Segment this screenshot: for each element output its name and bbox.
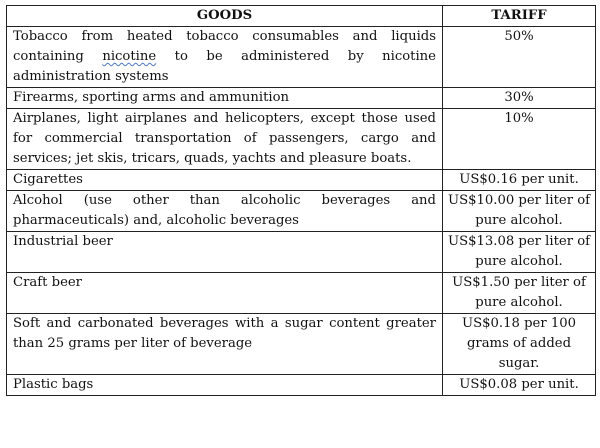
table-row <box>7 88 596 109</box>
table-row <box>7 191 596 232</box>
goods-cell: Airplanes, light airplanes and helicopters, except those used for commercial transportation of passengers, cargo and services; jet skis, tricars, quads, yachts and pleasure boats. <box>7 109 443 170</box>
goods-cell: Industrial beer <box>7 232 443 273</box>
goods-cell: Firearms, sporting arms and ammunition <box>7 88 443 109</box>
tariff-cell: US$1.50 per liter of pure alcohol. <box>443 273 596 314</box>
table-row <box>7 314 596 375</box>
tariff-table <box>6 5 596 396</box>
table-row <box>7 27 596 88</box>
goods-cell: Alcohol (use other than alcoholic beverages and pharmaceuticals) and, alcoholic beverages <box>7 191 443 232</box>
tariff-cell: US$13.08 per liter of pure alcohol. <box>443 232 596 273</box>
goods-column-header: GOODS <box>7 6 443 27</box>
goods-cell: Craft beer <box>7 273 443 314</box>
tariff-cell: US$0.18 per 100 grams of added sugar. <box>443 314 596 375</box>
goods-text: Tobacco from heated tobacco consumables and liquids containing <box>13 29 436 64</box>
goods-text: to be administered by nicotine administration systems <box>13 49 436 84</box>
goods-cell <box>7 27 443 88</box>
table-row <box>7 109 596 170</box>
goods-cell: Soft and carbonated beverages with a sugar content greater than 25 grams per liter of beverage <box>7 314 443 375</box>
spellcheck-underlined-word: nicotine <box>102 49 157 64</box>
tariff-cell: US$10.00 per liter of pure alcohol. <box>443 191 596 232</box>
tariff-cell: US$0.08 per unit. <box>443 375 596 396</box>
table-row <box>7 170 596 191</box>
table-row <box>7 273 596 314</box>
goods-cell: Cigarettes <box>7 170 443 191</box>
table-header-row <box>7 6 596 27</box>
tariff-cell: US$0.16 per unit. <box>443 170 596 191</box>
goods-cell: Plastic bags <box>7 375 443 396</box>
table-row <box>7 232 596 273</box>
tariff-cell: 30% <box>443 88 596 109</box>
tariff-cell: 10% <box>443 109 596 170</box>
tariff-cell: 50% <box>443 27 596 88</box>
tariff-column-header: TARIFF <box>443 6 596 27</box>
table-row <box>7 375 596 396</box>
